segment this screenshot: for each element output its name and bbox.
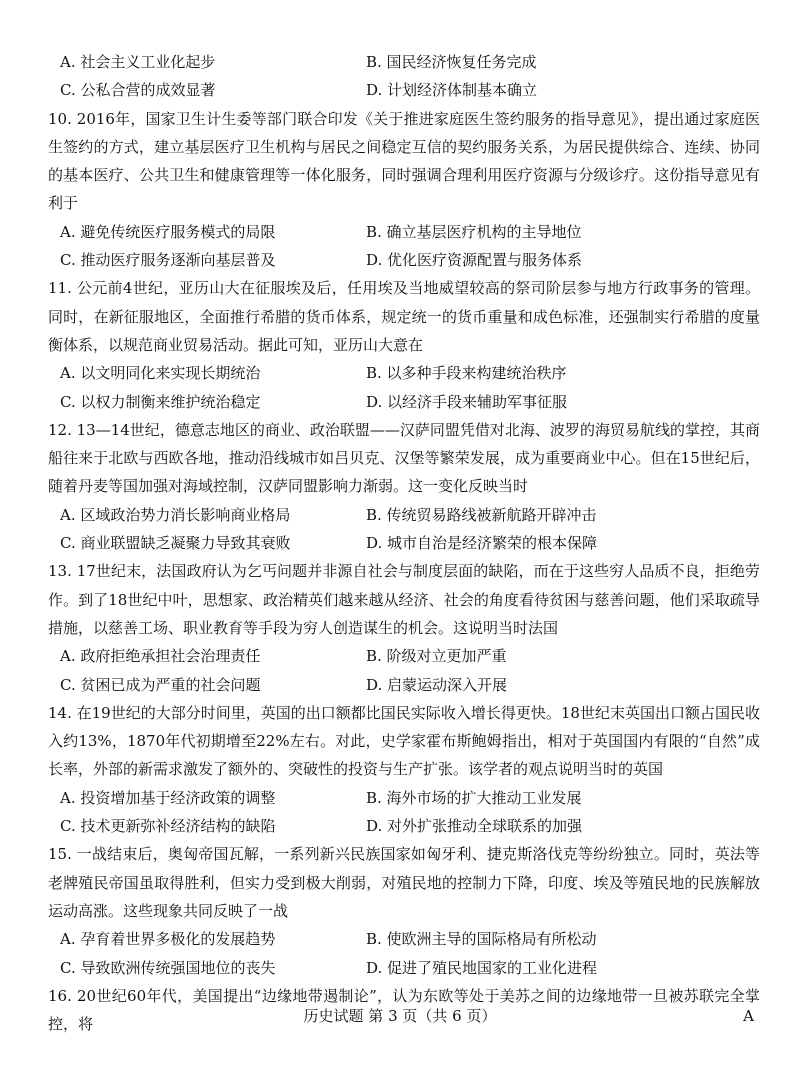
option-b: B. 传统贸易路线被新航路开辟冲击 — [366, 505, 597, 524]
option-a: A. 区域政治势力消长影响商业格局 — [60, 505, 291, 524]
option-c: C. 推动医疗服务逐渐向基层普及 — [60, 251, 276, 270]
question-stem: 13. 17世纪末，法国政府认为乞丐问题并非源自社会与制度层面的缺陷，而在于这些穷人品质不良，拒绝劳作。到了18世纪中叶，思想家、政治精英们越来越从经济、社会的角度看待贫困与慈善问题，他们采取疏导措施，以慈善工场、职业教育等手段为穷人创造谋生的机会。这说明当时法国 — [48, 562, 760, 637]
option-c: C. 商业联盟缺乏凝聚力导致其衰败 — [60, 534, 291, 553]
option-d: D. 对外扩张推动全球联系的加强 — [366, 817, 583, 836]
option-c: C. 贫困已成为严重的社会问题 — [60, 675, 261, 694]
option-b: B. 以多种手段来构建统治秩序 — [366, 364, 567, 383]
question-14 — [48, 699, 760, 840]
question-stem: 14. 在19世纪的大部分时间里，英国的出口额都比国民实际收入增长得更快。18世纪末英国出口额占国民收入约13%，1870年代初期增至22%左右。对此，史学家霍布斯鲍姆指出，相对于英国国内有限的“自然”成长率，外部的新需求激发了额外的、突破性的投资与生产扩张。该学者的观点说明当时的英国 — [48, 703, 760, 779]
option-d: D. 启蒙运动深入开展 — [366, 675, 508, 694]
option-a: A. 政府拒绝承担社会治理责任 — [60, 647, 261, 666]
question-stem: 11. 公元前4世纪，亚历山大在征服埃及后，任用埃及当地威望较高的祭司阶层参与地方行政事务的管理。同时，在新征服地区，全面推行希腊的货币体系，规定统一的货币重量和成色标准，还强制实行希腊的度量衡体系，以规范商业贸易活动。据此可知，亚历山大意在 — [48, 279, 760, 354]
page-number-label: 历史试题 第 3 页（共 6 页） — [303, 1007, 497, 1025]
question-stem: 12. 13—14世纪，德意志地区的商业、政治联盟——汉萨同盟凭借对北海、波罗的海贸易航线的掌控，其商船往来于北欧与西欧各地，推动沿线城市如吕贝克、汉堡等繁荣发展，成为重要商业中心。但在15世纪后，随着丹麦等国加强对海域控制，汉萨同盟影响力渐弱。这一变化反映当时 — [48, 420, 760, 496]
question-9-options-row2 — [48, 76, 760, 104]
option-b: B. 阶级对立更加严重 — [366, 647, 507, 666]
option-d: D. 优化医疗资源配置与服务体系 — [366, 251, 583, 270]
question-12 — [48, 416, 760, 557]
question-stem: 10. 2016年，国家卫生计生委等部门联合印发《关于推进家庭医生签约服务的指导意见》，提出通过家庭医生签约的方式，建立基层医疗卫生机构与居民之间稳定互信的契约服务关系，为居民提供综合、连续、协同的基本医疗、公共卫生和健康管理等一体化服务，同时强调合理利用医疗资源与分级诊疗。这份指导意见有利于 — [48, 109, 760, 213]
option-a: A. 以文明同化来实现长期统治 — [60, 364, 261, 383]
option-d: D. 计划经济体制基本确立 — [366, 81, 538, 100]
option-d: D. 促进了殖民地国家的工业化进程 — [366, 958, 598, 977]
question-13 — [48, 557, 760, 698]
question-10 — [48, 105, 760, 275]
question-16-stem: 16. 20世纪60年代，美国提出“边缘地带遏制论”，认为东欧等处于美苏之间的边缘地带一旦被苏联完全掌控，将 — [48, 986, 760, 1034]
option-a: A. 社会主义工业化起步 — [60, 53, 216, 71]
question-stem: 15. 一战结束后，奥匈帝国瓦解，一系列新兴民族国家如匈牙利、捷克斯洛伐克等纷纷独立。同时，英法等老牌殖民帝国虽取得胜利，但实力受到极大削弱，对殖民地的控制力下降，印度、埃及等殖民地的民族解放运动高涨。这些现象共同反映了一战 — [48, 845, 760, 920]
paper-version-mark: A — [743, 1007, 754, 1025]
option-b: B. 海外市场的扩大推动工业发展 — [366, 788, 582, 807]
question-9-options — [48, 48, 760, 76]
option-c: C. 公私合营的成效显著 — [60, 81, 216, 100]
page-content — [48, 48, 760, 1038]
option-a: A. 避免传统医疗服务模式的局限 — [60, 222, 276, 241]
option-d: D. 以经济手段来辅助军事征服 — [366, 392, 568, 411]
option-c: C. 导致欧洲传统强国地位的丧失 — [60, 958, 276, 977]
question-11 — [48, 274, 760, 415]
option-b: B. 确立基层医疗机构的主导地位 — [366, 222, 582, 241]
option-b: B. 使欧洲主导的国际格局有所松动 — [366, 930, 597, 949]
option-b: B. 国民经济恢复任务完成 — [366, 53, 537, 71]
option-c: C. 技术更新弥补经济结构的缺陷 — [60, 817, 276, 836]
option-a: A. 投资增加基于经济政策的调整 — [60, 788, 276, 807]
option-d: D. 城市自治是经济繁荣的根本保障 — [366, 534, 598, 553]
option-c: C. 以权力制衡来维护统治稳定 — [60, 392, 261, 411]
option-a: A. 孕育着世界多极化的发展趋势 — [60, 930, 276, 949]
question-15 — [48, 840, 760, 981]
